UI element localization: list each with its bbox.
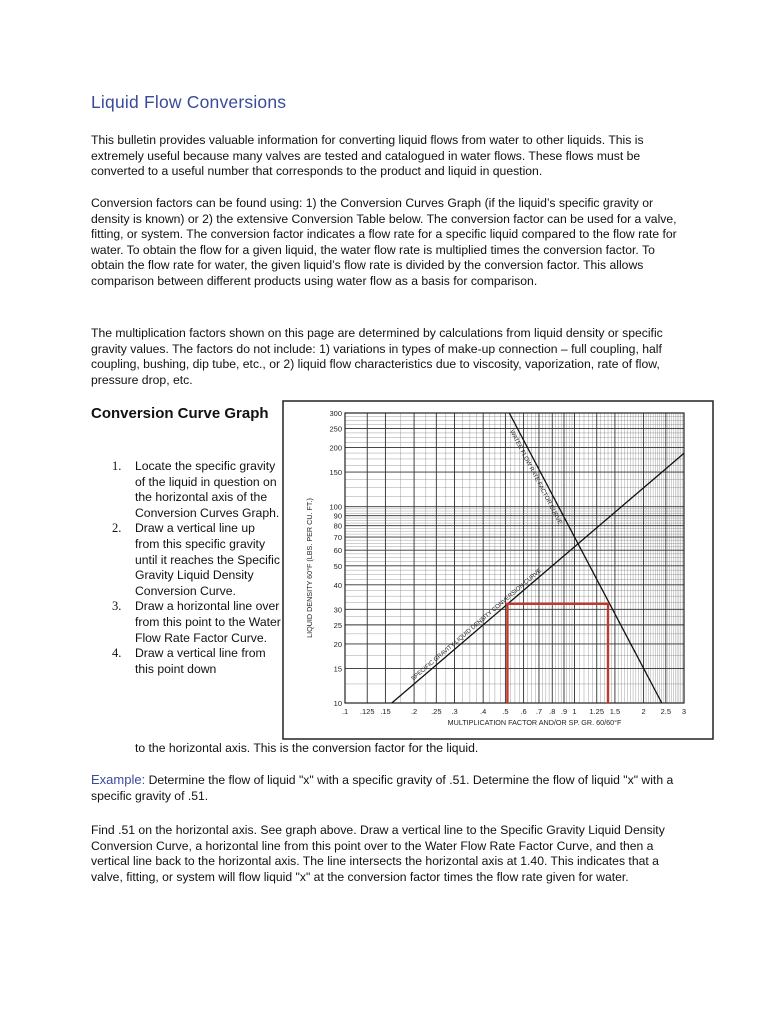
y-tick-label: 90 — [333, 511, 342, 521]
y-tick-label: 20 — [333, 639, 342, 649]
x-tick-label: .15 — [380, 707, 391, 716]
y-tick-label: 100 — [329, 502, 342, 512]
x-tick-label: .5 — [502, 707, 509, 716]
step-4-continuation: to the horizontal axis. This is the conversion factor for the liquid. — [135, 741, 479, 755]
y-tick-label: 300 — [329, 409, 342, 418]
x-tick-label: .8 — [549, 707, 556, 716]
step-item — [112, 646, 282, 677]
y-axis-label: LIQUID DENSITY 60°F (LBS. PER CU. FT.) — [305, 498, 314, 638]
x-tick-label: .1 — [341, 707, 349, 716]
step-number: 3. — [112, 599, 122, 614]
x-tick-label: 1.25 — [589, 707, 605, 716]
step-text: Draw a vertical line up from this specific gravity until it reaches the Specific Gravity Liquid Density Conversion Curve. — [135, 521, 280, 598]
x-tick-label: 2.5 — [660, 707, 672, 716]
y-tick-label: 60 — [333, 546, 342, 556]
y-tick-label: 10 — [333, 699, 342, 708]
steps-list — [112, 459, 282, 677]
multiplication-paragraph: The multiplication factors shown on this page are determined by calculations from liquid density or specific gravity values. The factors do not include: 1) variations in types of make-up connection – full coupling, half coupling, bushing, dip tube, etc., or 2) liquid flow characteristics due to viscosity, vaporization, rate of flow, pressure drop, etc. — [91, 326, 663, 387]
step-item — [112, 521, 282, 599]
step-number: 2. — [112, 521, 122, 536]
x-tick-label: .25 — [431, 707, 442, 716]
x-tick-label: 3 — [681, 707, 687, 716]
step-item — [112, 459, 282, 521]
step-number: 1. — [112, 459, 122, 473]
y-tick-label: 15 — [333, 664, 342, 674]
sg-density-curve-label: SPECIFIC GRAVITY-LIQUID DENSITY CONVERSION CURVE — [410, 568, 543, 683]
step-number: 4. — [112, 646, 122, 661]
step-item — [112, 599, 282, 646]
y-tick-label: 25 — [333, 620, 342, 630]
intro-paragraph: This bulletin provides valuable information for converting liquid flows from water to other liquids. This is extremely useful because many valves are tested and catalogued in water flows. These flows must be converted to a useful number that corresponds to the product and liquid in question. — [91, 133, 644, 179]
example-text: Determine the flow of liquid "x" with a specific gravity of .51. Determine the flow of liquid "x" with a specific gravity of .51. — [91, 773, 674, 803]
step-text: Locate the specific gravity of the liquid in question on the horizontal axis of the Conversion Curves Graph. — [135, 459, 280, 520]
step-text: Draw a horizontal line over from this point to the Water Flow Rate Factor Curve. — [135, 599, 281, 645]
x-tick-label: .9 — [560, 707, 568, 716]
x-tick-label: .6 — [520, 707, 527, 716]
water-flow-curve-label: WATER FLOW RATE FACTOR CURVE — [508, 429, 563, 526]
conversion-curve-graph — [282, 400, 714, 740]
x-tick-label: .3 — [451, 707, 458, 716]
y-tick-label: 200 — [329, 443, 342, 453]
y-tick-label: 150 — [329, 468, 342, 478]
section-title: Conversion Curve Graph — [91, 405, 269, 422]
x-tick-label: .2 — [410, 707, 418, 716]
page-title: Liquid Flow Conversions — [91, 92, 287, 112]
y-tick-label: 40 — [333, 580, 342, 590]
x-tick-label: 1.5 — [609, 707, 621, 716]
x-axis-label: MULTIPLICATION FACTOR AND/OR SP. GR. 60/60°F — [447, 718, 622, 727]
y-tick-label: 50 — [333, 561, 342, 571]
x-tick-label: 2 — [641, 707, 646, 716]
y-tick-label: 70 — [333, 533, 342, 543]
x-tick-label: 1 — [572, 707, 577, 716]
y-tick-label: 30 — [333, 605, 342, 615]
step-text: Draw a vertical line from this point down — [135, 646, 266, 676]
x-tick-label: .7 — [535, 707, 543, 716]
example-paragraph — [91, 772, 691, 804]
y-tick-label: 250 — [329, 424, 342, 434]
example-label: Example: — [91, 772, 146, 787]
chart-svg — [282, 400, 714, 740]
y-tick-label: 80 — [333, 521, 342, 531]
find-paragraph: Find .51 on the horizontal axis. See graph above. Draw a vertical line to the Specific Gravity Liquid Density Conversion Curve, a horizontal line from this point over to the Water Flow Rate Factor Curve, and then a vertical line back to the horizontal axis. The line intersects the horizontal axis at 1.40. This indicates that a valve, fitting, or system will flow liquid "x" at the conversion factor times the flow rate given for water. — [91, 823, 665, 884]
factors-paragraph: Conversion factors can be found using: 1) the Conversion Curves Graph (if the liquid’s specific gravity or density is known) or 2) the extensive Conversion Table below. The conversion factor can be used for a valve, fitting, or system. The conversion factor indicates a flow rate for a specific liquid compared to the flow rate for water. To obtain the flow for a given liquid, the water flow rate is multiplied times the conversion factor. To obtain the flow rate for water, the given liquid’s flow rate is divided by the conversion factor. This allows comparison between different products using water flow as a basis for comparison. — [91, 196, 677, 288]
x-tick-label: .4 — [480, 707, 487, 716]
x-tick-label: .125 — [359, 707, 375, 716]
